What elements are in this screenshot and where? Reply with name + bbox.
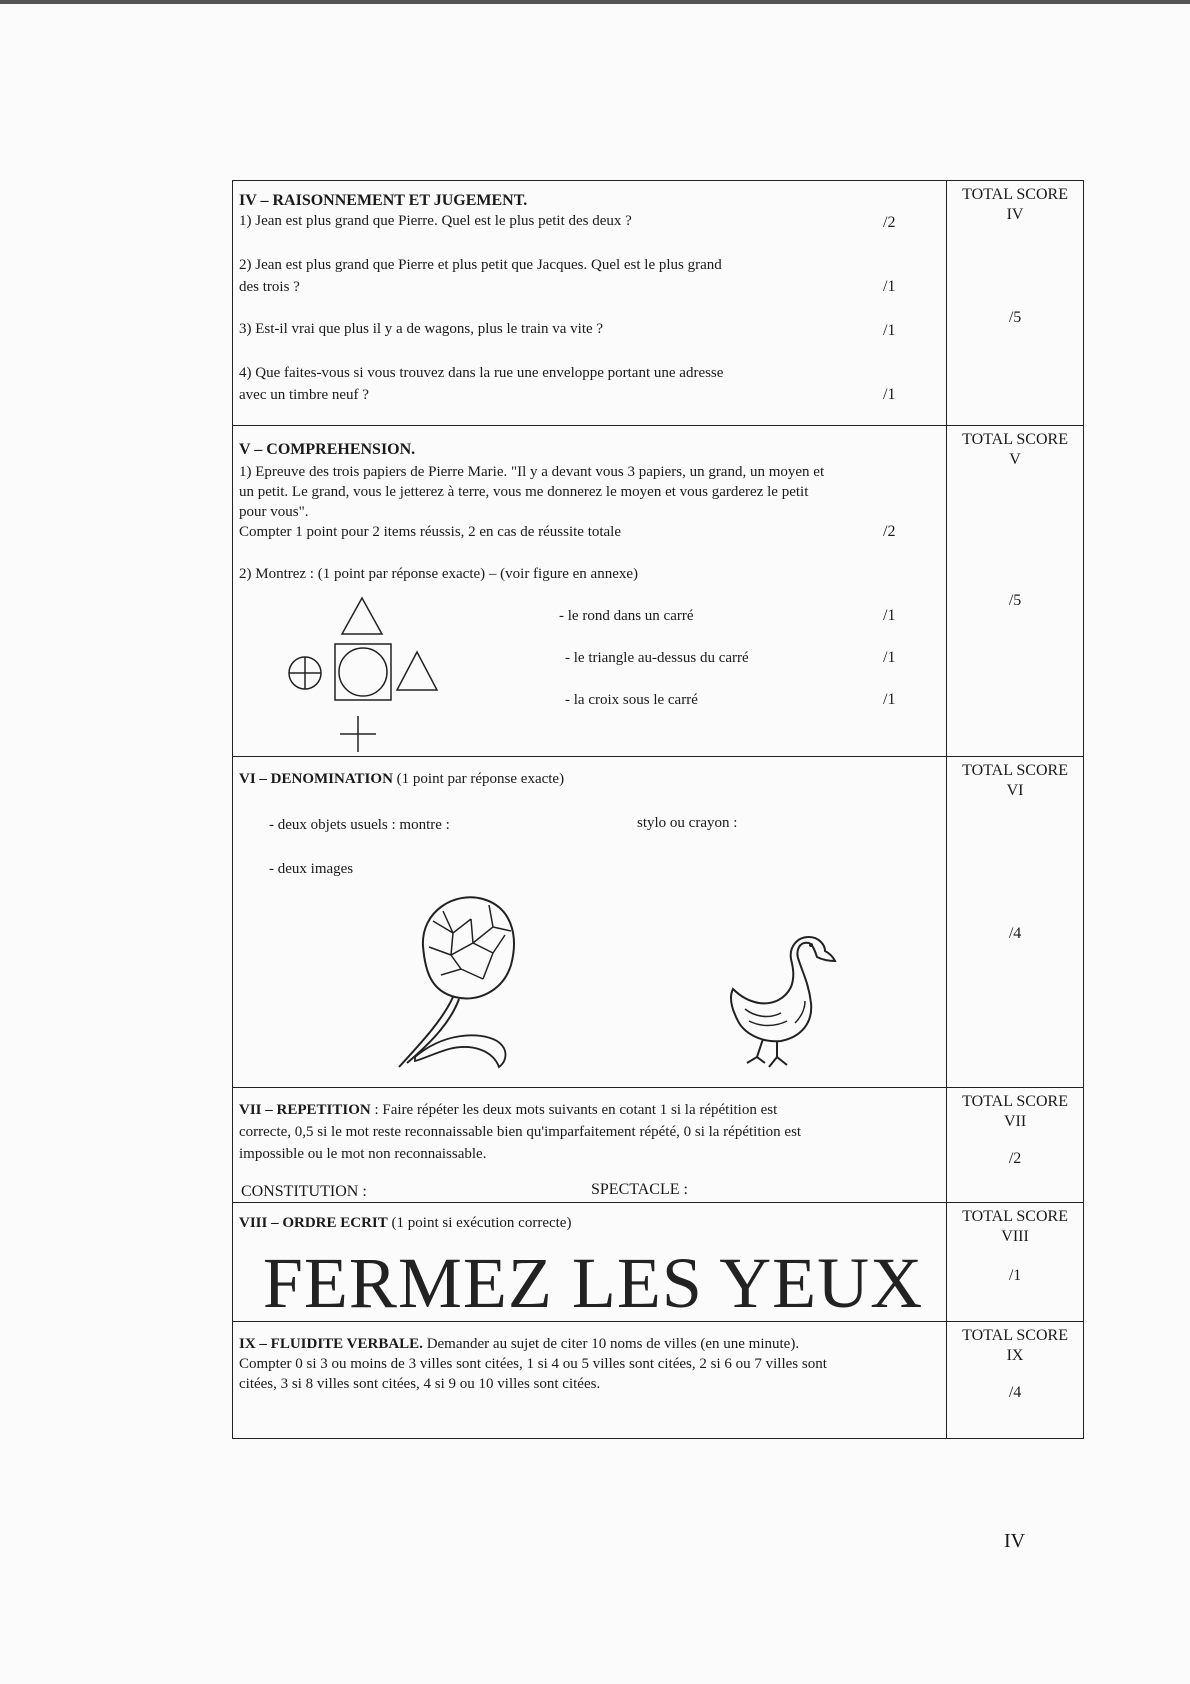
section-vii-line-a (239, 1100, 777, 1120)
section-vii-text-c: impossible ou le mot non reconnaissable. (239, 1146, 487, 1162)
page-number: IV (1004, 1530, 1026, 1552)
s4-question-4a: 4) Que faites-vous si vous trouvez dans la rue une enveloppe portant une adresse (239, 365, 724, 381)
word-constitution: CONSTITUTION : (241, 1183, 367, 1200)
section-vi-title: VI – DENOMINATION (239, 771, 393, 787)
s4-q2-points: /1 (883, 278, 896, 295)
score-max: /5 (1008, 309, 1022, 326)
score-box-ix (947, 1322, 1084, 1439)
section-ix-text-a: Demander au sujet de citer 10 noms de villes (en une minute). (422, 1336, 800, 1352)
assessment-form (232, 180, 1084, 1439)
section-viii-heading (239, 1213, 571, 1233)
flower-drawing (393, 891, 523, 1071)
section-ix (233, 1322, 1084, 1439)
score-roman: IX (1006, 1347, 1024, 1364)
score-roman: IV (1006, 206, 1024, 223)
section-vi-subtitle: (1 point par réponse exacte) (392, 771, 565, 787)
score-label: TOTAL SCORE (962, 1327, 1068, 1344)
score-label: TOTAL SCORE (962, 1093, 1068, 1110)
s5-question-1a: 1) Epreuve des trois papiers de Pierre Marie. "Il y a devant vous 3 papiers, un grand, un moyen et (239, 464, 825, 480)
section-v (233, 426, 1084, 757)
shapes-figure (287, 596, 457, 756)
s5-item2-points: /1 (883, 649, 896, 666)
word-spectacle: SPECTACLE : (591, 1181, 688, 1198)
s4-q1-points: /2 (883, 214, 896, 231)
triangle-right-shape (397, 652, 437, 690)
section-viii-title: VIII – ORDRE ECRIT (239, 1215, 388, 1231)
score-roman: VIII (1001, 1228, 1029, 1245)
duck-drawing (725, 933, 845, 1073)
score-box-vii (947, 1088, 1084, 1203)
section-ix-text-c: citées, 3 si 8 villes sont citées, 4 si 9 ou 10 villes sont citées. (239, 1376, 601, 1392)
score-roman: VI (1006, 782, 1024, 799)
score-roman: VII (1003, 1113, 1027, 1130)
written-order-text: FERMEZ LES YEUX (262, 1243, 924, 1323)
s5-item1-points: /1 (883, 607, 896, 624)
s5-item-1: - le rond dans un carré (559, 608, 694, 624)
triangle-top-shape (342, 598, 382, 634)
s4-question-1: 1) Jean est plus grand que Pierre. Quel est le plus petit des deux ? (239, 213, 632, 229)
square-shape (335, 644, 391, 700)
score-max: /5 (1008, 592, 1022, 609)
s5-q1-points: /2 (883, 523, 896, 540)
section-viii-subtitle: (1 point si exécution correcte) (387, 1215, 572, 1231)
s4-q4-points: /1 (883, 386, 896, 403)
section-iv (233, 181, 1084, 426)
section-vii (233, 1088, 1084, 1203)
section-vi (233, 757, 1084, 1088)
score-max: /2 (1008, 1150, 1022, 1167)
score-max: /4 (1008, 925, 1022, 942)
s4-question-2a: 2) Jean est plus grand que Pierre et plus petit que Jacques. Quel est le plus grand (239, 257, 722, 273)
score-label: TOTAL SCORE (962, 186, 1068, 203)
score-box-viii (947, 1203, 1084, 1322)
s4-question-2b: des trois ? (239, 279, 300, 295)
s5-question-1d: Compter 1 point pour 2 items réussis, 2 en cas de réussite totale (239, 524, 622, 540)
section-vi-heading (239, 769, 564, 789)
section-ix-title: IX – FLUIDITE VERBALE. (239, 1336, 423, 1352)
s4-q3-points: /1 (883, 322, 896, 339)
section-vii-text-b: correcte, 0,5 si le mot reste reconnaissable bien qu'imparfaitement répété, 0 si la répétition est (239, 1124, 802, 1140)
section-ix-text-b: Compter 0 si 3 ou moins de 3 villes sont citées, 1 si 4 ou 5 villes sont citées, 2 si 6 ou 7 villes sont (239, 1356, 827, 1372)
s5-question-2: 2) Montrez : (1 point par réponse exacte) – (voir figure en annexe) (239, 566, 639, 582)
score-box-vi (947, 757, 1084, 1088)
s5-question-1c: pour vous". (239, 504, 309, 520)
page-edge (0, 0, 1190, 4)
s5-item-3: - la croix sous le carré (565, 692, 698, 708)
section-vii-text-a: : Faire répéter les deux mots suivants en cotant 1 si la répétition est (370, 1102, 778, 1118)
score-box-iv (947, 181, 1084, 426)
s6-objects: - deux objets usuels : montre : (269, 817, 450, 833)
s4-question-4b: avec un timbre neuf ? (239, 387, 369, 403)
s6-images: - deux images (269, 861, 354, 877)
s5-item-2: - le triangle au-dessus du carré (565, 650, 749, 666)
score-label: TOTAL SCORE (962, 1208, 1068, 1225)
section-ix-line-a (239, 1334, 799, 1354)
score-box-v (947, 426, 1084, 757)
s5-question-1b: un petit. Le grand, vous le jetterez à terre, vous me donnerez le moyen et vous garderez le petit (239, 484, 809, 500)
s4-question-3: 3) Est-il vrai que plus il y a de wagons, plus le train va vite ? (239, 321, 604, 337)
section-viii (233, 1203, 1084, 1322)
s6-objects-2: stylo ou crayon : (637, 815, 738, 831)
section-vii-title: VII – REPETITION (239, 1102, 371, 1118)
section-iv-title: IV – RAISONNEMENT ET JUGEMENT. (239, 192, 528, 209)
score-max: /4 (1008, 1384, 1022, 1401)
section-v-title: V – COMPREHENSION. (239, 441, 416, 458)
score-max: /1 (1008, 1267, 1022, 1284)
score-label: TOTAL SCORE (962, 431, 1068, 448)
circle-in-square-shape (339, 648, 387, 696)
score-label: TOTAL SCORE (962, 762, 1068, 779)
score-roman: V (1009, 451, 1021, 468)
s5-item3-points: /1 (883, 691, 896, 708)
